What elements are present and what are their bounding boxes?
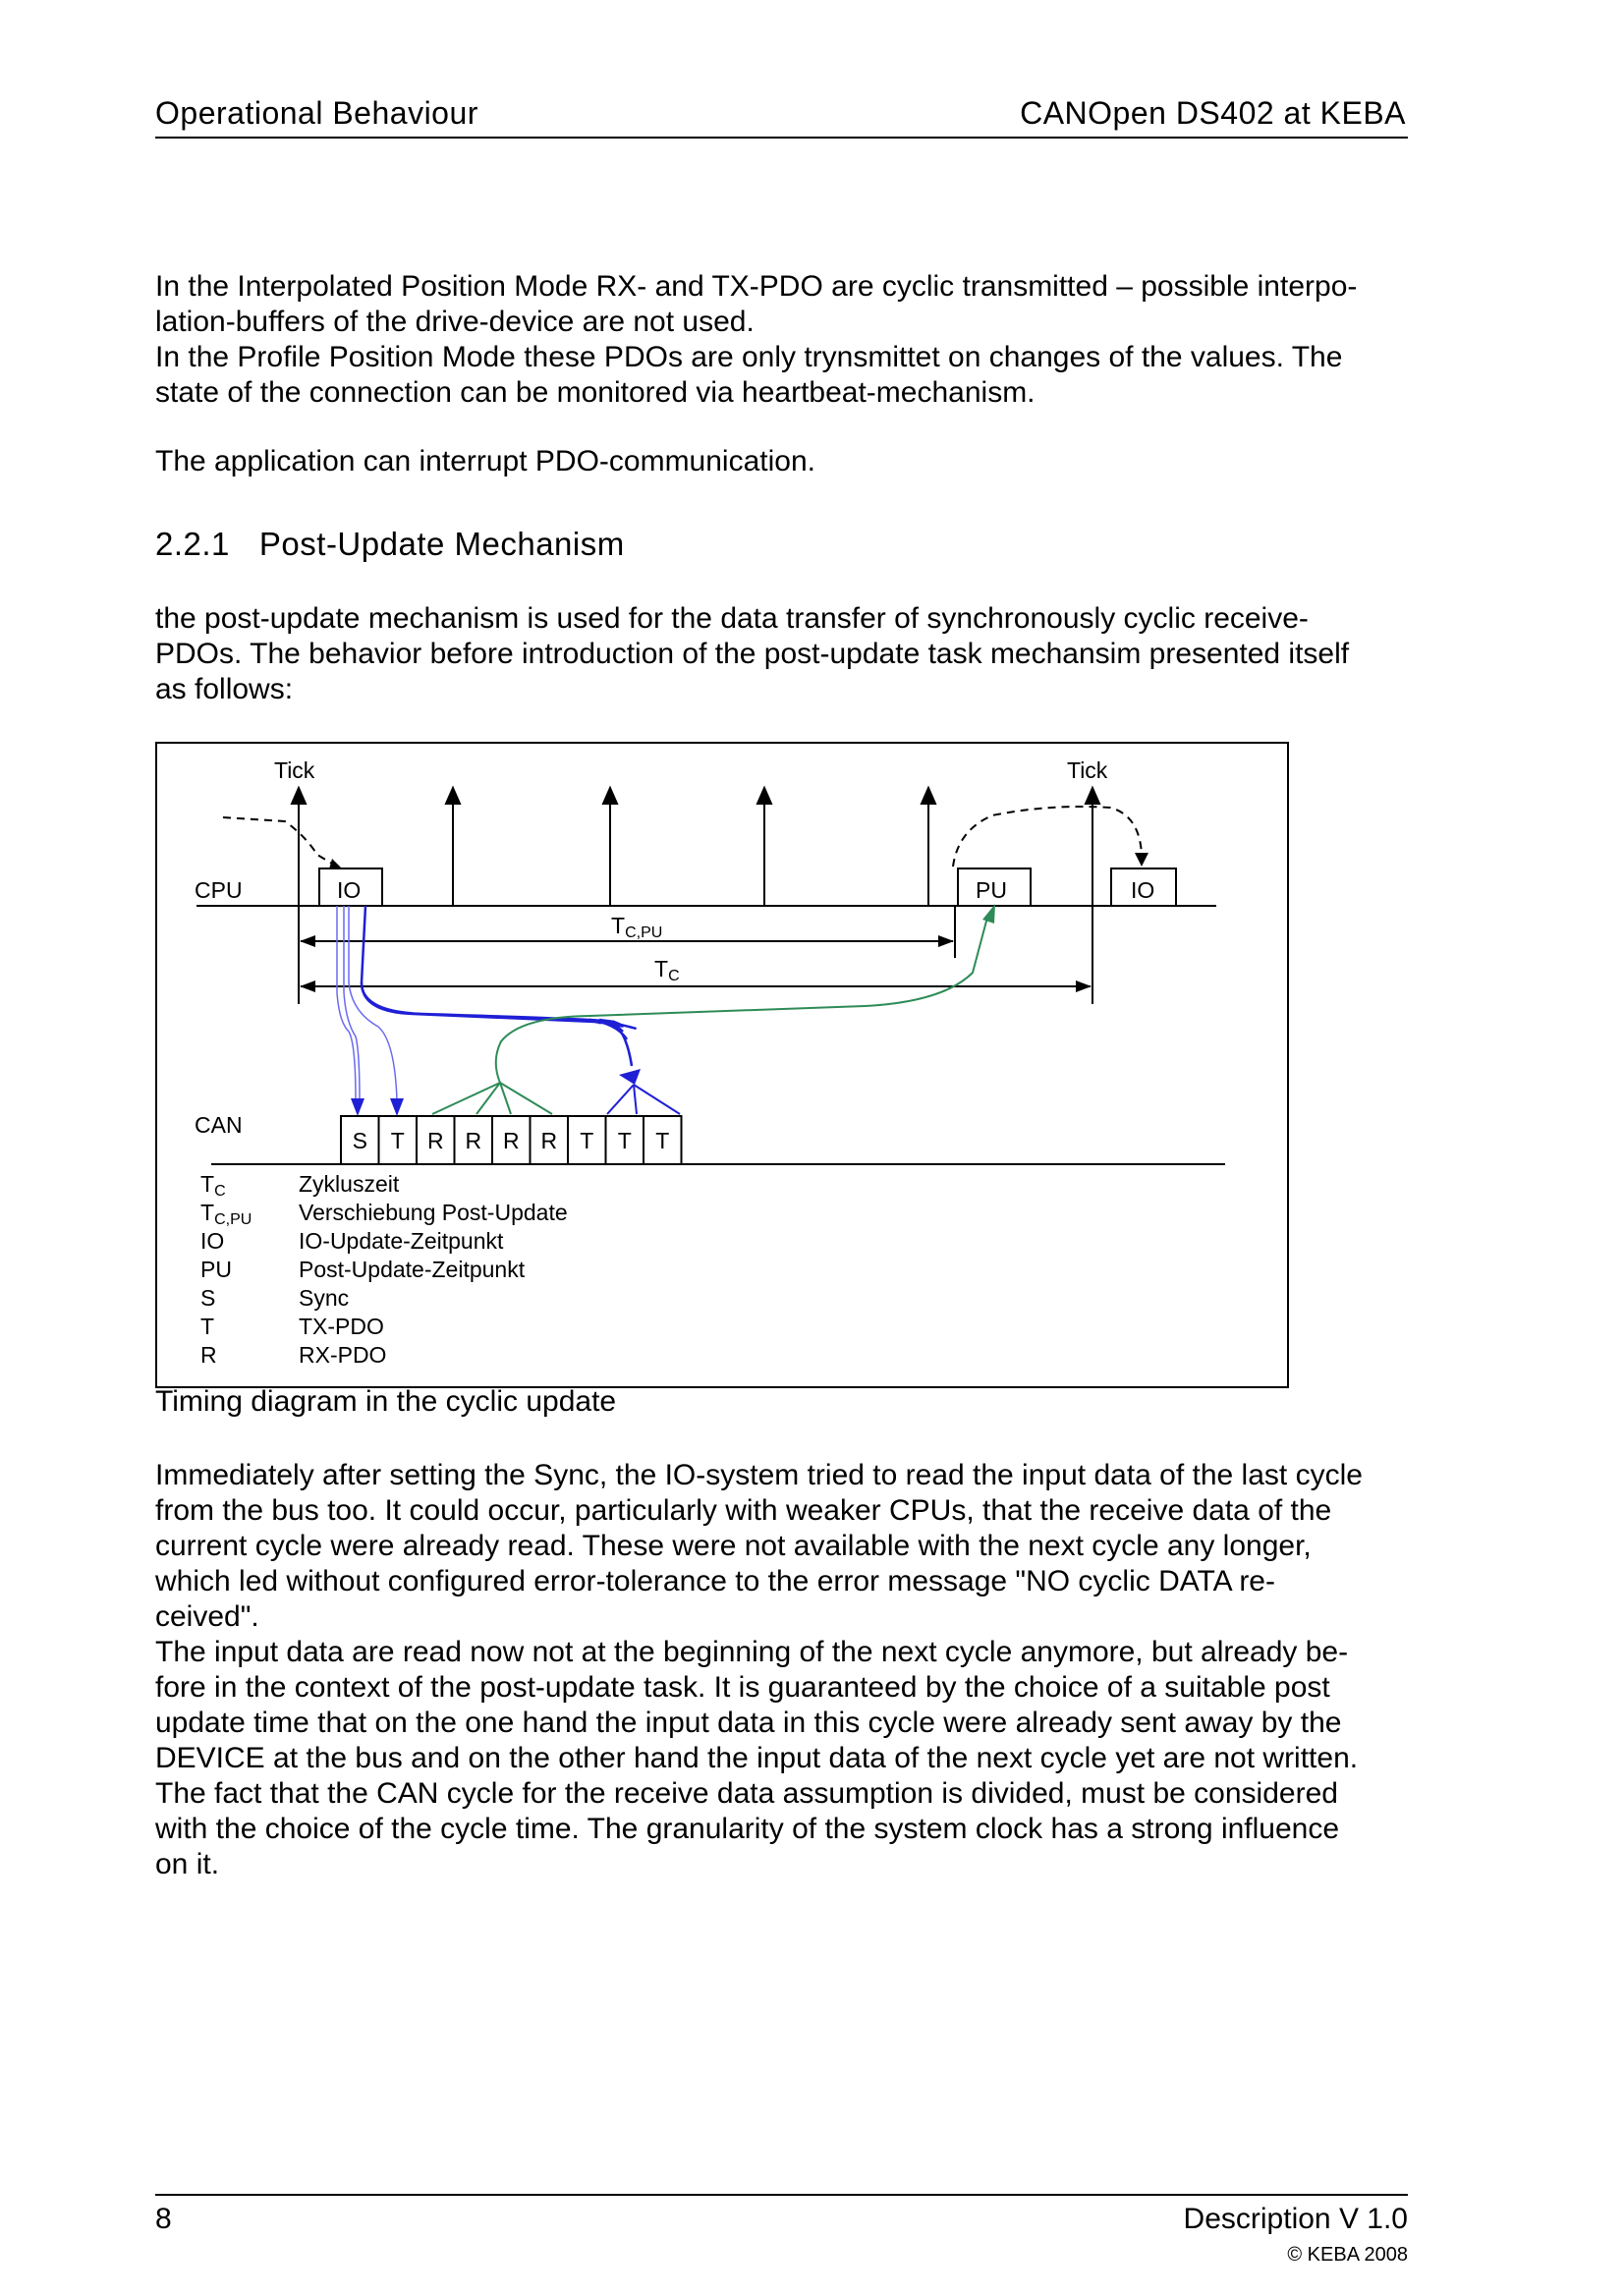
legend-description: RX-PDO [299,1342,387,1368]
section-title: Post-Update Mechanism [258,526,625,562]
io-to-tpdo-curve-start [362,906,614,1023]
body-line: The fact that the CAN cycle for the receive data assumption is divided, must be considered [155,1777,1338,1810]
body-line: Immediately after setting the Sync, the IO-system tried to read the input data of the last cycle [155,1459,1363,1491]
section-line: PDOs. The behavior before introduction of the post-update task mechansim presented itself [155,638,1350,670]
legend-description: IO-Update-Zeitpunkt [299,1228,504,1254]
pu-box-label: PU [976,877,1007,903]
tpdo-fan [607,1085,680,1114]
intro-line: lation-buffers of the drive-device are not used. [155,306,755,338]
io-to-sync-curve-2 [344,906,360,1100]
intro-line: In the Interpolated Position Mode RX- and TX-PDO are cyclic transmitted – possible interpo- [155,270,1358,303]
can-frame-label: T [655,1128,670,1153]
can-frame-label: R [465,1128,482,1153]
can-frame-label: R [426,1128,444,1153]
section-line: as follows: [155,673,294,705]
sync-arrowhead [351,1098,364,1116]
body-line: The input data are read now not at the beginning of the next cycle anymore, but already be- [155,1636,1349,1668]
tick-label-right: Tick [1067,757,1108,783]
legend-symbol: IO [200,1228,225,1254]
page-number: 8 [155,2203,172,2235]
tcpu-label: TC,PU [611,913,663,941]
tc-label: TC [654,956,680,984]
header-title: Operational Behaviour [155,95,478,131]
dashed-curve-left [223,817,337,867]
diagram-legend [200,1171,568,1368]
header-document: CANOpen DS402 at KEBA [1020,95,1406,131]
io-box-left-label: IO [337,877,362,903]
legend-symbol: TC,PU [200,1200,252,1228]
intro-note: The application can interrupt PDO-communication. [155,445,815,477]
can-frame-label: T [580,1128,594,1153]
io-to-sync-curve [337,906,356,1100]
footer-description: Description V 1.0 [1183,2203,1408,2235]
io-box-right-label: IO [1131,877,1155,903]
body-line: fore in the context of the post-update task. It is guaranteed by the choice of a suitable post [155,1671,1330,1704]
body-line: on it. [155,1848,220,1880]
body-line: current cycle were already read. These were not available with the next cycle any longer, [155,1530,1312,1562]
legend-description: Zykluszeit [299,1171,400,1197]
can-label: CAN [195,1112,243,1138]
tx-arrowhead [390,1098,404,1116]
can-frames [341,1116,682,1164]
dashed-arrowhead-right [1135,853,1148,867]
body-line: from the bus too. It could occur, particularly with weaker CPUs, that the receive data of the [155,1494,1332,1527]
cpu-label: CPU [195,877,243,903]
intro-line: state of the connection can be monitored via heartbeat-mechanism. [155,376,1036,409]
figure-caption: Timing diagram in the cyclic update [155,1385,617,1418]
body-paragraph [155,1458,1432,1882]
legend-description: TX-PDO [299,1314,384,1339]
body-line: update time that on the one hand the input data in this cycle were already sent away by the [155,1707,1342,1739]
legend-symbol: S [200,1285,216,1311]
legend-symbol: PU [200,1257,232,1282]
body-line: DEVICE at the bus and on the other hand the input data of the next cycle yet are not written. [155,1742,1359,1774]
section-number: 2.2.1 [155,526,230,562]
can-frame-label: T [617,1128,632,1153]
legend-symbol: T [200,1314,215,1339]
legend-description: Verschiebung Post-Update [299,1200,568,1225]
can-frame-label: R [540,1128,558,1153]
tick-label-left: Tick [274,757,315,783]
rpdo-fan [432,1083,552,1114]
legend-description: Sync [299,1285,350,1311]
footer-rule [155,2194,1408,2196]
can-frame-label: S [352,1128,367,1153]
can-frame-label: R [502,1128,520,1153]
footer-copyright: © KEBA 2008 [1287,2244,1408,2266]
legend-description: Post-Update-Zeitpunkt [299,1257,526,1282]
legend-symbol: R [200,1342,217,1368]
legend-symbol: TC [200,1171,226,1200]
body-line: which led without configured error-tolerance to the error message "NO cyclic DATA re- [155,1565,1275,1597]
dashed-curve-right [953,807,1142,867]
intro-line: In the Profile Position Mode these PDOs are only trynsmittet on changes of the values. The [155,341,1343,373]
rpdo-to-pu-curve [496,914,988,1083]
body-line: with the choice of the cycle time. The granularity of the system clock has a strong influence [155,1813,1340,1845]
body-line: ceived". [155,1600,259,1633]
tpdo-arrowhead [619,1069,641,1085]
can-frame-label: T [390,1128,405,1153]
section-line: the post-update mechanism is used for the data transfer of synchronously cyclic receive- [155,602,1309,635]
